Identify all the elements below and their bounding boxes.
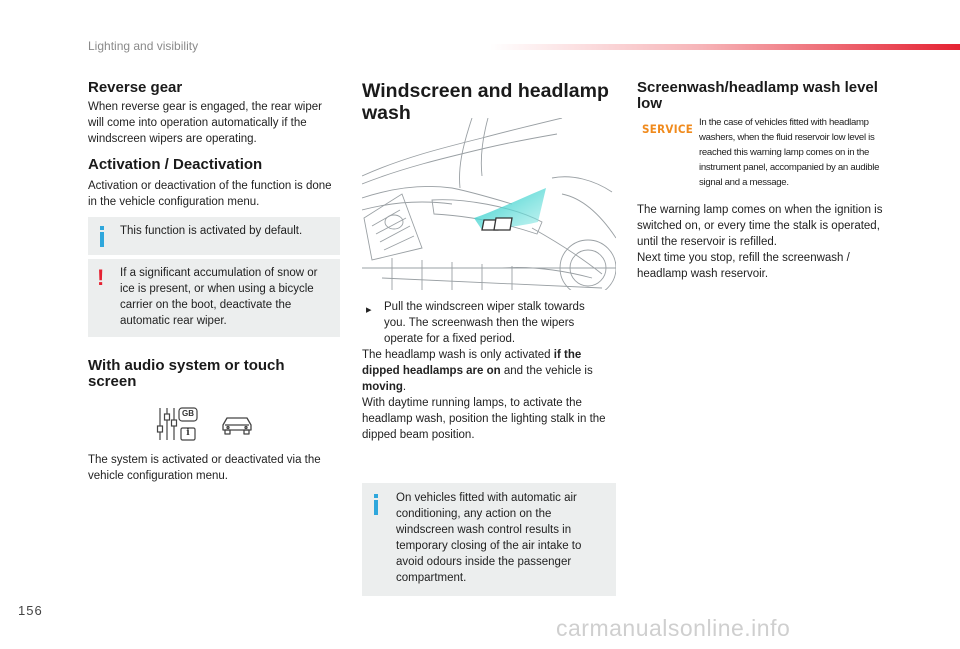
car-icon bbox=[220, 414, 254, 436]
air-con-info-text: On vehicles fitted with automatic air conditioning, any action on the windscreen wash control results in temporary closing of the air intake to avoid odours inside the passenger compartment. bbox=[396, 492, 582, 584]
windscreen-wash-heading: Windscreen and headlamp wash bbox=[362, 80, 609, 124]
info-icon bbox=[374, 500, 378, 515]
reverse-gear-text: When reverse gear is engaged, the rear wiper will come into operation automatically if the windscreen wipers are operating. bbox=[88, 101, 322, 145]
activation-heading: Activation / Deactivation bbox=[88, 156, 263, 173]
info-icon-dot bbox=[374, 494, 378, 498]
info-badge: i bbox=[186, 428, 190, 438]
settings-sliders-icon bbox=[156, 406, 200, 442]
refill-text: Next time you stop, refill the screenwash / headlamp wash reservoir. bbox=[637, 252, 850, 280]
daytime-lamps-text: With daytime running lamps, to activate the headlamp wash, position the lighting stalk in the dipped beam position. bbox=[362, 397, 606, 441]
warning-box bbox=[88, 259, 340, 337]
warning-text: If a significant accumulation of snow or ice is present, or when using a bicycle carrier on the boot, deactivate the automatic rear wiper. bbox=[120, 267, 318, 327]
header-accent-bar bbox=[490, 44, 960, 50]
watermark: carmanualsonline.info bbox=[556, 615, 791, 641]
info-icon bbox=[100, 232, 104, 247]
bullet-text: Pull the windscreen wiper stalk towards you. The screenwash then the wipers operate for a fixed period. bbox=[384, 301, 585, 345]
section-title: Lighting and visibility bbox=[88, 39, 199, 53]
info-icon-dot bbox=[100, 226, 104, 230]
audio-text: The system is activated or deactivated via the vehicle configuration menu. bbox=[88, 454, 321, 482]
activation-text: Activation or deactivation of the function is done in the vehicle configuration menu. bbox=[88, 180, 332, 208]
headlamp-wash-illustration bbox=[362, 118, 616, 290]
warning-icon: ! bbox=[97, 265, 105, 290]
info-box-default bbox=[88, 217, 340, 255]
info-text: This function is activated by default. bbox=[120, 225, 303, 237]
bullet-icon: ▸ bbox=[366, 304, 372, 316]
page-number: 156 bbox=[18, 603, 43, 618]
level-low-heading: Screenwash/headlamp wash level low bbox=[637, 79, 878, 112]
headlamp-wash-paragraph: The headlamp wash is only activated if the dipped headlamps are on and the vehicle is moving. bbox=[362, 349, 593, 393]
warning-lamp-text: The warning lamp comes on when the ignition is switched on, or every time the stalk is operated, until the reservoir is refilled. bbox=[637, 204, 883, 248]
service-warning-icon: SERVICE bbox=[642, 122, 694, 136]
audio-heading: With audio system or touch screen bbox=[88, 357, 285, 390]
reverse-gear-heading: Reverse gear bbox=[88, 79, 183, 96]
gb-badge: GB bbox=[182, 409, 194, 418]
service-text: In the case of vehicles fitted with headlamp washers, when the fluid reservoir low level is reached this warning lamp comes on in the instrument panel, accompanied by an audible signal and a message. bbox=[699, 117, 880, 188]
info-box-air-con bbox=[362, 483, 616, 596]
